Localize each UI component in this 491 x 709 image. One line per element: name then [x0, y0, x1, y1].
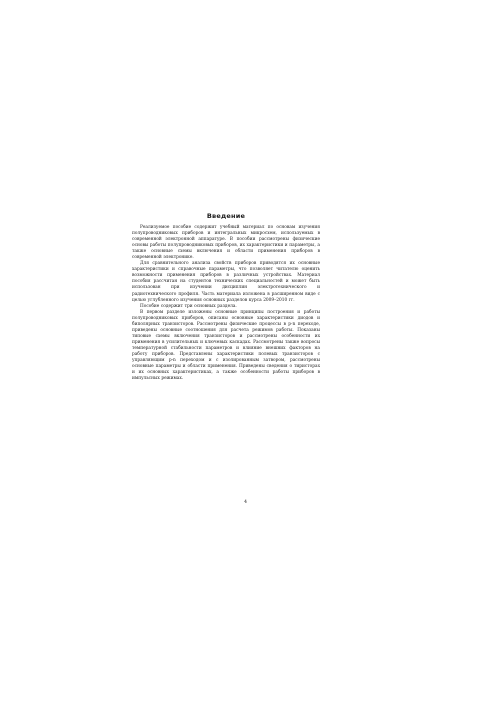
paragraph-4: В первом разделе изложены основные принципы построения и работы полупроводниковых приборов, описаны основные характеристики диодов и биполярных транзисторов. Рассмотрены физические процессы в p-n переходе, приведены основные соотношения для расчета режимов работы. Показаны типовые схемы включения транзисторов и рассмотрены особенности их применения в усилительных и ключевых каскадах. Рассмотрены также вопросы температурной стабильности параметров и влияние внешних факторов на работу приборов. Представлены характеристики полевых транзисторов с управляющим p-n переходом и с изолированным затвором, рассмотрены основные параметры и области применения. Приведены сведения о тиристорах и их основных характеристиках, а также особенности работы приборов в импульсных режимах. — [132, 309, 320, 382]
paragraph-3: Пособие содержит три основных раздела. — [140, 303, 237, 309]
paragraph-1: Реализуемое пособие содержит учебный материал по основам изучения полупроводниковых приборов и интегральных микросхем, используемых в современной электронной аппаратуре. В пособии рассмотрены физические основы работы полупроводниковых приборов, их характеристики и параметры, а также основные схемы включения и области применения приборов в современной электронике. — [132, 225, 320, 261]
paragraph-2: Для сравнительного анализа свойств приборов приводятся их основные характеристики и справочные параметры, что позволяет читателю оценить возможности применения приборов в различных устройствах. Материал пособия рассчитан на студентов технических специальностей и может быть использован при изучении дисциплин электротехнического и радиотехнического профиля. Часть материала изложена в расширенном виде с целью углубленного изучения основных разделов курса 2009–2010 гг. — [132, 261, 320, 303]
page-number: 4 — [244, 500, 247, 505]
page-title: Введение — [206, 212, 246, 220]
text-column — [132, 212, 320, 382]
